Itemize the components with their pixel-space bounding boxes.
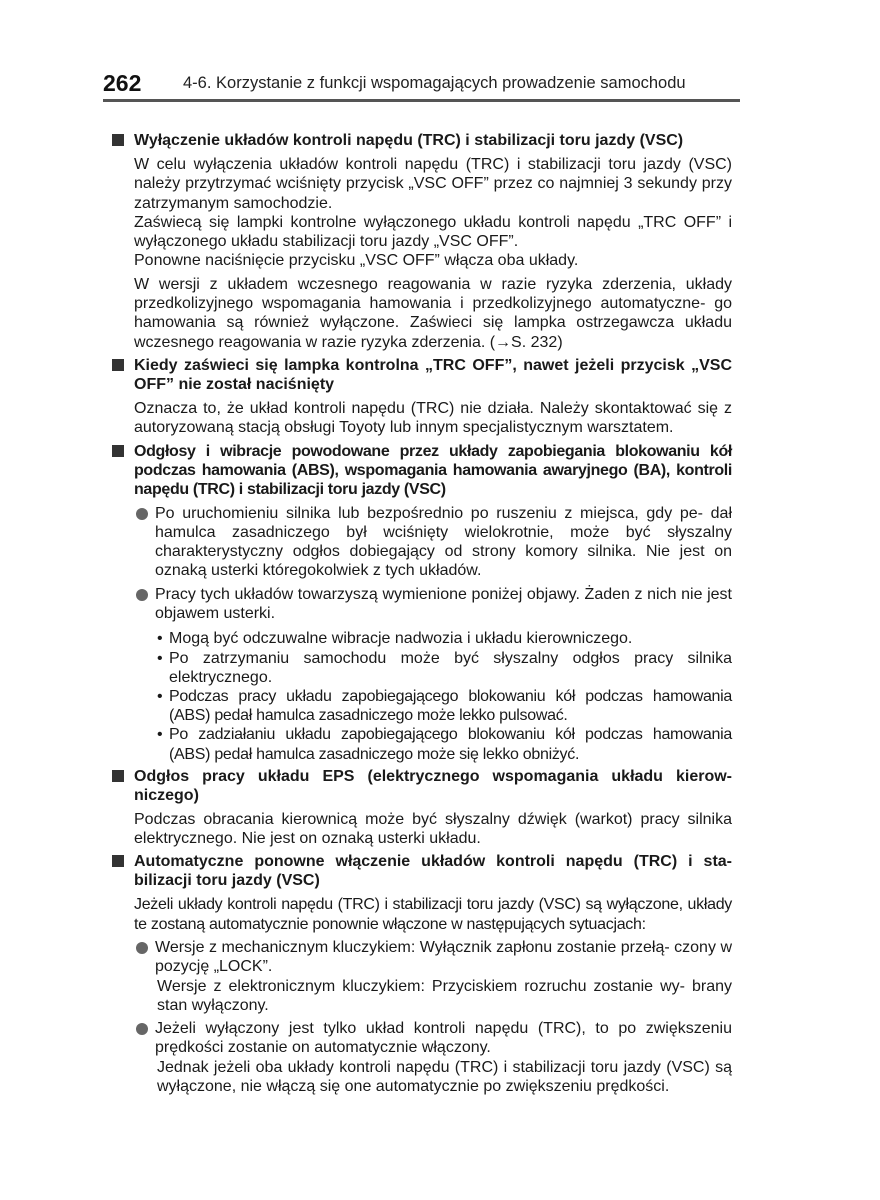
section-heading	[112, 131, 732, 150]
paragraph: Oznacza to, że układ kontroli napędu (TRC) nie działa. Należy skontaktować się z autoryzowaną stacją obsługi Toyoty lub innym specjalistycznym warsztatem.	[134, 399, 732, 437]
section-title: Kiedy zaświeci się lampka kontrolna „TRC OFF”, nawet jeżeli przycisk „VSC OFF” nie został naciśnięty	[134, 356, 732, 393]
list-item-text: Wersje z mechanicznym kluczykiem: Wyłącznik zapłonu zostanie przełą- czony w pozycję „LOCK”.	[155, 938, 732, 976]
section-title: Automatyczne ponowne włączenie układów kontroli napędu (TRC) i sta- bilizacji toru jazdy (VSC)	[134, 853, 732, 890]
bullet-icon: •	[157, 630, 163, 648]
symptom-text: Po zadziałaniu układu zapobiegającego blokowaniu kół podczas hamowania (ABS) pedał hamulca zasadniczego może się lekko obniżyć.	[169, 726, 732, 763]
list-item	[112, 938, 732, 977]
symptom-item	[112, 725, 732, 763]
square-bullet-icon	[112, 445, 124, 457]
square-bullet-icon	[112, 855, 124, 867]
circle-bullet-icon	[136, 942, 148, 954]
section-title: Wyłączenie układów kontroli napędu (TRC) i stabilizacji toru jazdy (VSC)	[134, 132, 684, 149]
circle-bullet-icon	[136, 1023, 148, 1035]
paragraph: W celu wyłączenia układów kontroli napędu (TRC) i stabilizacji toru jazdy (VSC) należy przytrzymać wciśnięty przycisk „VSC OFF” przez co najmniej 3 sekundy przy zatrzymanym samochodzie.	[134, 156, 732, 212]
list-item	[112, 504, 732, 581]
square-bullet-icon	[112, 134, 124, 146]
list-item	[112, 1019, 732, 1058]
symptom-text: Podczas pracy układu zapobiegającego blokowaniu kół podczas hamowania (ABS) pedał hamulca zasadniczego może lekko pulsować.	[169, 687, 732, 725]
symptom-item	[112, 649, 732, 687]
circle-bullet-icon	[136, 589, 148, 601]
square-bullet-icon	[112, 770, 124, 782]
section-trc-vsc-off	[112, 131, 732, 352]
circle-bullet-icon	[136, 508, 148, 520]
page-header	[103, 66, 743, 100]
bullet-icon: •	[157, 687, 163, 705]
section-title: Odgłosy i wibracje powodowane przez układy zapobiegania blokowaniu kół podczas hamowania (ABS), wspomagania hamowania awaryjnego (BA), kontroli napędu (TRC) i stabilizacji toru jazdy (VSC)	[134, 442, 732, 498]
symptom-list	[112, 629, 732, 763]
symptom-text: Po zatrzymaniu samochodu może być słyszalny odgłos pracy silnika elektrycznego.	[169, 649, 732, 686]
symptom-text: Mogą być odczuwalne wibracje nadwozia i układu kierowniczego.	[169, 630, 633, 648]
symptom-item	[112, 629, 732, 648]
section-heading	[112, 442, 732, 499]
section-heading	[112, 767, 732, 805]
section-noises-vibrations	[112, 442, 732, 764]
section-heading	[112, 356, 732, 394]
paragraph: W wersji z układem wczesnego reagowania w razie ryzyka zderzenia, układy przedkolizyjnego wspomagania hamowania i przedkolizyjnego automatyczne- go hamowania są również wyłączone. Zaświeci się lampka ostrzegawcza układu wczesnego reagowania w razie ryzyka zderzenia. (→S. 232)	[134, 275, 732, 351]
paragraph: Jeżeli układy kontroli napędu (TRC) i stabilizacji toru jazdy (VSC) są wyłączone, układy te zostaną automatycznie ponownie włączone w następujących sytuacjach:	[134, 896, 732, 933]
chapter-title: 4-6. Korzystanie z funkcji wspomagających prowadzenie samochodu	[183, 74, 686, 92]
section-trc-off-lamp	[112, 356, 732, 438]
list-item-text: Jeżeli wyłączony jest tylko układ kontroli napędu (TRC), to po zwiększeniu prędkości zostanie on automatycznie włączony.	[155, 1020, 732, 1057]
page-content	[112, 131, 732, 1100]
section-title: Odgłos pracy układu EPS (elektrycznego wspomagania układu kierow- niczego)	[134, 767, 732, 804]
bullet-icon: •	[157, 726, 163, 744]
square-bullet-icon	[112, 359, 124, 371]
section-eps-noise	[112, 767, 732, 849]
bullet-icon: •	[157, 649, 163, 667]
paragraph: Podczas obracania kierownicą może być słyszalny dźwięk (warkot) pracy silnika elektrycznego. Nie jest on oznaką usterki układu.	[134, 810, 732, 848]
section-auto-reactivation	[112, 852, 732, 1096]
symptom-item	[112, 687, 732, 725]
paragraph: Zaświecą się lampki kontrolne wyłączonego układu kontroli napędu „TRC OFF” i wyłączonego układu stabilizacji toru jazdy „VSC OFF”.	[134, 213, 732, 251]
list-item-text: Pracy tych układów towarzyszą wymienione poniżej objawy. Żaden z nich nie jest objawem usterki.	[155, 585, 732, 623]
list-item	[112, 585, 732, 624]
list-item-continuation: Jednak jeżeli oba układy kontroli napędu (TRC) i stabilizacji toru jazdy (VSC) są wyłączone, nie włączą się one automatycznie po zwiększeniu prędkości.	[157, 1058, 732, 1096]
list-item-continuation: Wersje z elektronicznym kluczykiem: Przyciskiem rozruchu zostanie wy- brany stan wyłączony.	[157, 977, 732, 1014]
section-heading	[112, 852, 732, 890]
list-item-text: Po uruchomieniu silnika lub bezpośrednio po ruszeniu z miejsca, gdy pe- dał hamulca zasadniczego był wciśnięty wielokrotnie, może być słyszalny charakterystyczny odgłos dobiegający od strony komory silnika. Nie jest on oznaką usterki któregokolwiek z tych układów.	[155, 504, 732, 580]
page-number: 262	[103, 70, 142, 96]
paragraph: Ponowne naciśnięcie przycisku „VSC OFF” włącza oba układy.	[134, 252, 579, 270]
header-divider	[103, 99, 740, 102]
